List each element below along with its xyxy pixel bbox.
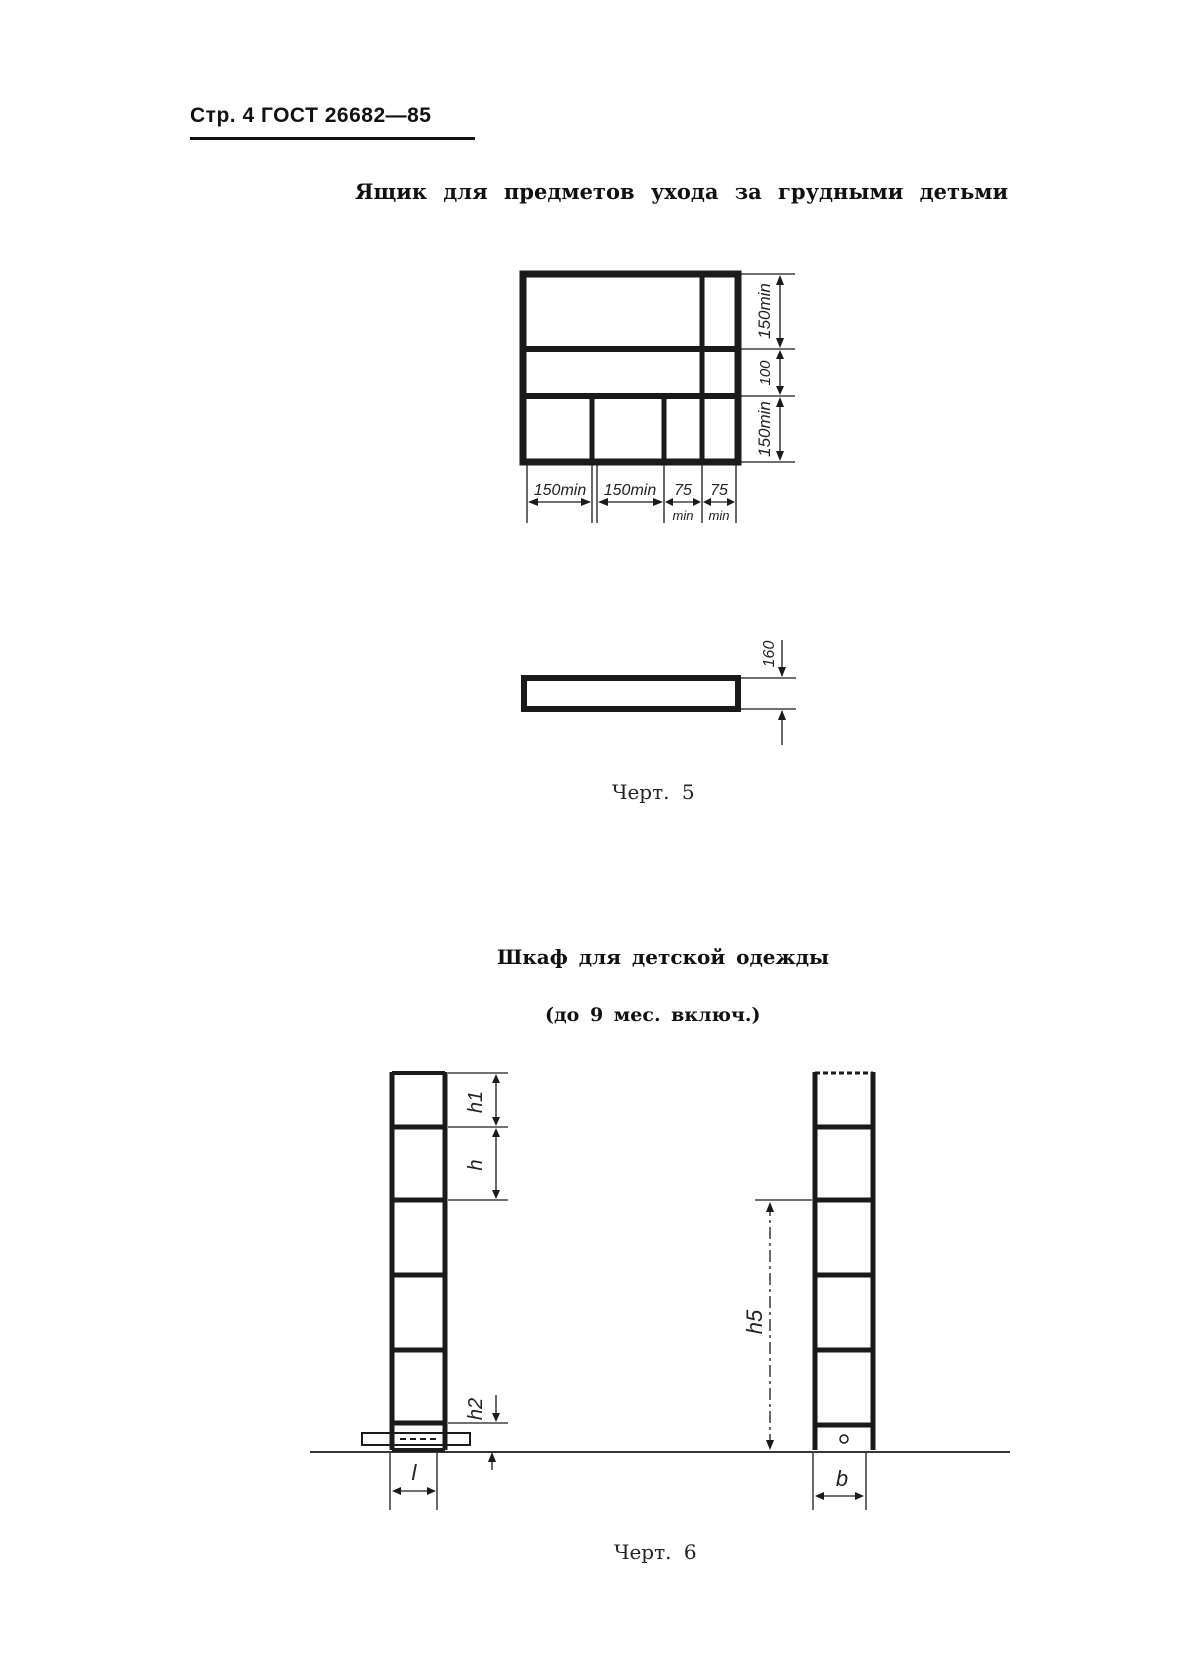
label-h: h — [465, 1159, 487, 1171]
page-header: Стр. 4 ГОСТ 26682—85 — [190, 104, 432, 127]
label-l: l — [411, 1460, 417, 1485]
drawer-side-view — [524, 640, 796, 745]
figure5-caption: Черт. 5 — [612, 780, 695, 804]
wardrobe-front-left — [362, 1072, 508, 1510]
section1-title: Ящик для предметов ухода за грудными детьми — [355, 179, 1009, 204]
section2-subtitle: (до 9 мес. включ.) — [545, 1004, 761, 1026]
dim-right-bottom: 150min — [755, 401, 774, 457]
dim-right-middle: 100 — [757, 360, 774, 386]
label-h5: h5 — [742, 1309, 767, 1335]
figure6-caption: Черт. 6 — [614, 1540, 697, 1564]
dim-side-height: 160 — [761, 640, 778, 668]
wardrobe-side-right — [755, 1072, 873, 1510]
label-h1: h1 — [465, 1090, 487, 1114]
label-h2: h2 — [465, 1397, 487, 1421]
section2-title: Шкаф для детской одежды — [497, 945, 830, 969]
label-b: b — [835, 1466, 849, 1491]
dim-bottom-3: 75 — [674, 482, 692, 499]
dim-right-top: 150min — [755, 283, 774, 339]
dim-bottom-2: 150min — [603, 482, 657, 499]
dim-bottom-3-sub: min — [672, 508, 694, 523]
dim-bottom-4-sub: min — [708, 508, 730, 523]
dim-bottom-1: 150min — [533, 482, 587, 499]
dim-bottom-4: 75 — [710, 482, 728, 499]
